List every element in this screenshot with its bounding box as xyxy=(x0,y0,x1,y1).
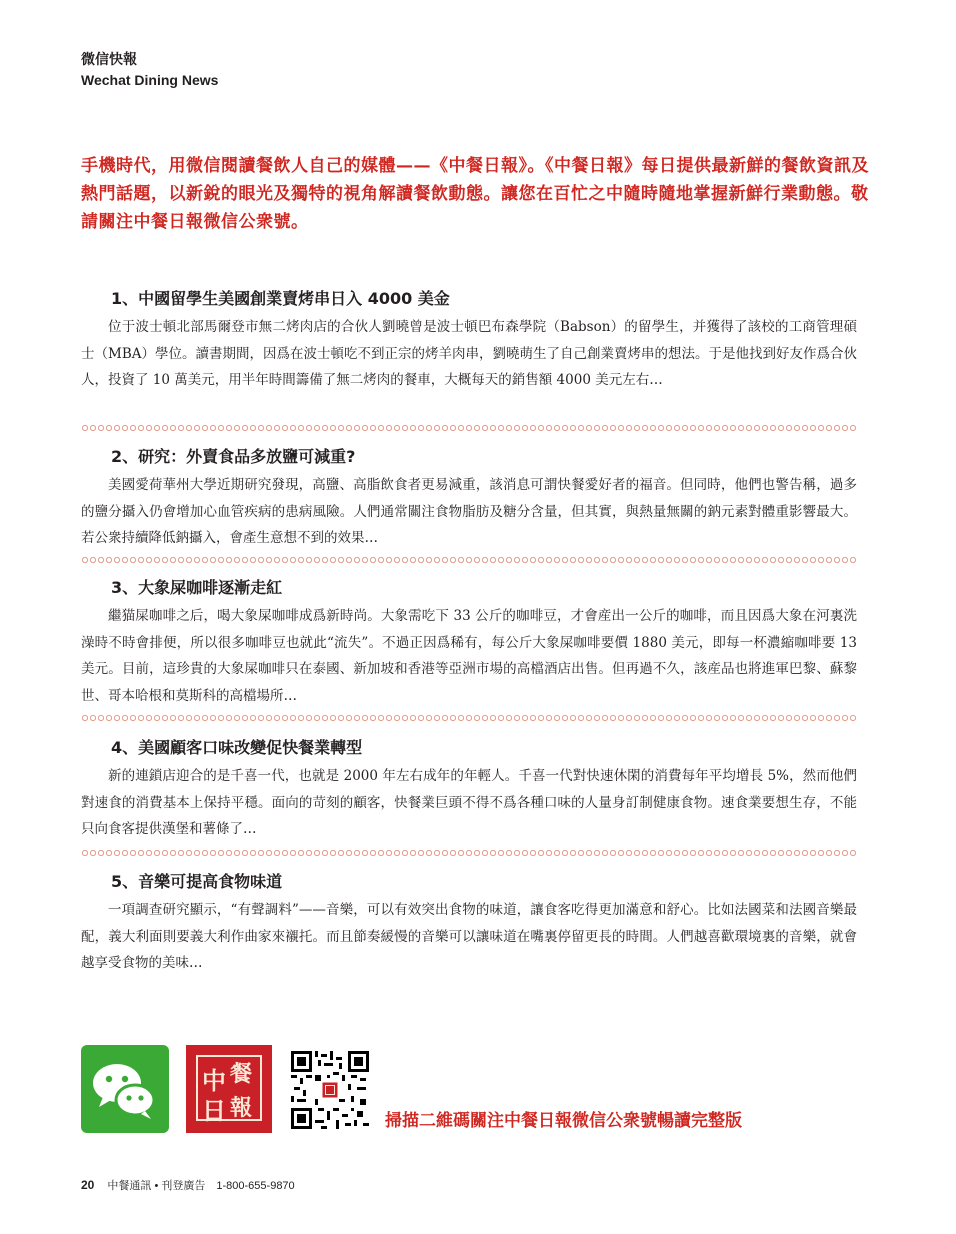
article-title: 4、美國顧客口味改變促快餐業轉型 xyxy=(111,738,363,757)
article-title: 2、研究：外賣食品多放鹽可減重? xyxy=(111,447,356,466)
page-footer xyxy=(81,1177,295,1193)
logo-char: 餐 xyxy=(230,1062,253,1087)
divider xyxy=(81,714,857,722)
article-body: 一項調查研究顯示，“有聲調料”——音樂，可以有效突出食物的味道，讓食客吃得更加滿意和舒心。比如法國菜和法國音樂最配，義大利面則要義大利作曲家來襯托。而且節奏緩慢的音樂可以讓味道在嘴裏停留更長的時間。人們越喜歡環境裏的音樂，就會越享受食物的美味… xyxy=(81,902,857,971)
logo-char: 中 xyxy=(202,1067,226,1095)
wechat-icon xyxy=(81,1045,169,1133)
article-1 xyxy=(81,288,857,394)
section-title-en: Wechat Dining News xyxy=(81,72,219,88)
divider xyxy=(81,424,857,432)
article-3 xyxy=(81,577,857,709)
logo-char: 日 xyxy=(202,1097,226,1125)
article-title: 1、中國留學生美國創業賣烤串日入 4000 美金 xyxy=(111,289,450,308)
section-header xyxy=(81,50,218,90)
article-body: 繼猫屎咖啡之后，喝大象屎咖啡成爲新時尚。大象需吃下 33 公斤的咖啡豆，才會産出一公斤的咖啡，而且因爲大象在河裏洗澡時不時會排便，所以很多咖啡豆也就此“流失”。不過正因爲稀有，每公斤大象屎咖啡要價 1880 美元，即每一杯濃縮咖啡要 13 美元。目前，這珍貴的大象屎咖啡只在泰國、新加坡和香港等亞洲市場的高檔酒店出售。但再過不久，該産品也將進軍巴黎、蘇黎世、哥本哈根和莫斯科的高檔場所… xyxy=(81,608,857,704)
article-2 xyxy=(81,446,857,552)
article-title: 3、大象屎咖啡逐漸走紅 xyxy=(111,578,283,597)
intro-paragraph: 手機時代，用微信閱讀餐飲人自己的媒體——《中餐日報》。《中餐日報》每日提供最新鮮的餐飲資訊及熱門話題，以新銳的眼光及獨特的視角解讀餐飲動態。讓您在百忙之中隨時隨地掌握新鮮行業動態。敬請關注中餐日報微信公衆號。 xyxy=(81,156,869,232)
article-body: 美國愛荷華州大學近期研究發現，高鹽、高脂飲食者更易減重，該消息可謂快餐愛好者的福音。但同時，他們也警告稱，過多的鹽分攝入仍會增加心血管疾病的患病風險。人們通常關注食物脂肪及糖分含量，但其實，與熱量無關的鈉元素對體重影響最大。若公衆持續降低鈉攝入，會產生意想不到的效果… xyxy=(81,477,857,546)
section-title-cn: 微信快報 xyxy=(81,52,137,68)
scan-instruction: 掃描二維碼關注中餐日報微信公衆號暢讀完整版 xyxy=(385,1111,742,1131)
article-body: 位于波士頓北部馬爾登市無二烤肉店的合伙人劉曉曾是波士頓巴布森學院（Babson）的留學生，并獲得了該校的工商管理碩士（MBA）學位。讀書期間，因爲在波士頓吃不到正宗的烤羊肉串，劉曉萌生了自己創業賣烤串的想法。于是他找到好友作爲合伙人，投資了 10 萬美元，用半年時間籌備了無二烤肉的餐車，大概每天的銷售額 4000 美元左右… xyxy=(81,319,857,388)
logo-char: 報 xyxy=(230,1096,253,1121)
divider xyxy=(81,556,857,564)
article-5 xyxy=(81,871,857,977)
article-title: 5、音樂可提高食物味道 xyxy=(111,872,283,891)
page-number: 20 xyxy=(81,1178,95,1192)
footer-text: 中餐通訊 • 刊登廣告 1-800-655-9870 xyxy=(107,1180,295,1192)
article-4 xyxy=(81,737,857,843)
divider xyxy=(81,849,857,857)
qr-code-icon[interactable] xyxy=(291,1051,369,1129)
newspaper-logo xyxy=(186,1045,272,1133)
article-body: 新的連鎖店迎合的是千喜一代，也就是 2000 年左右成年的年輕人。千喜一代對快速休閑的消費每年平均增長 5%，然而他們對速食的消費基本上保持平穩。面向的苛刻的顧客，快餐業巨頭不得不爲各種口味的人量身訂制健康食物。速食業要想生存，不能只向食客提供漢堡和薯條了… xyxy=(81,768,857,837)
